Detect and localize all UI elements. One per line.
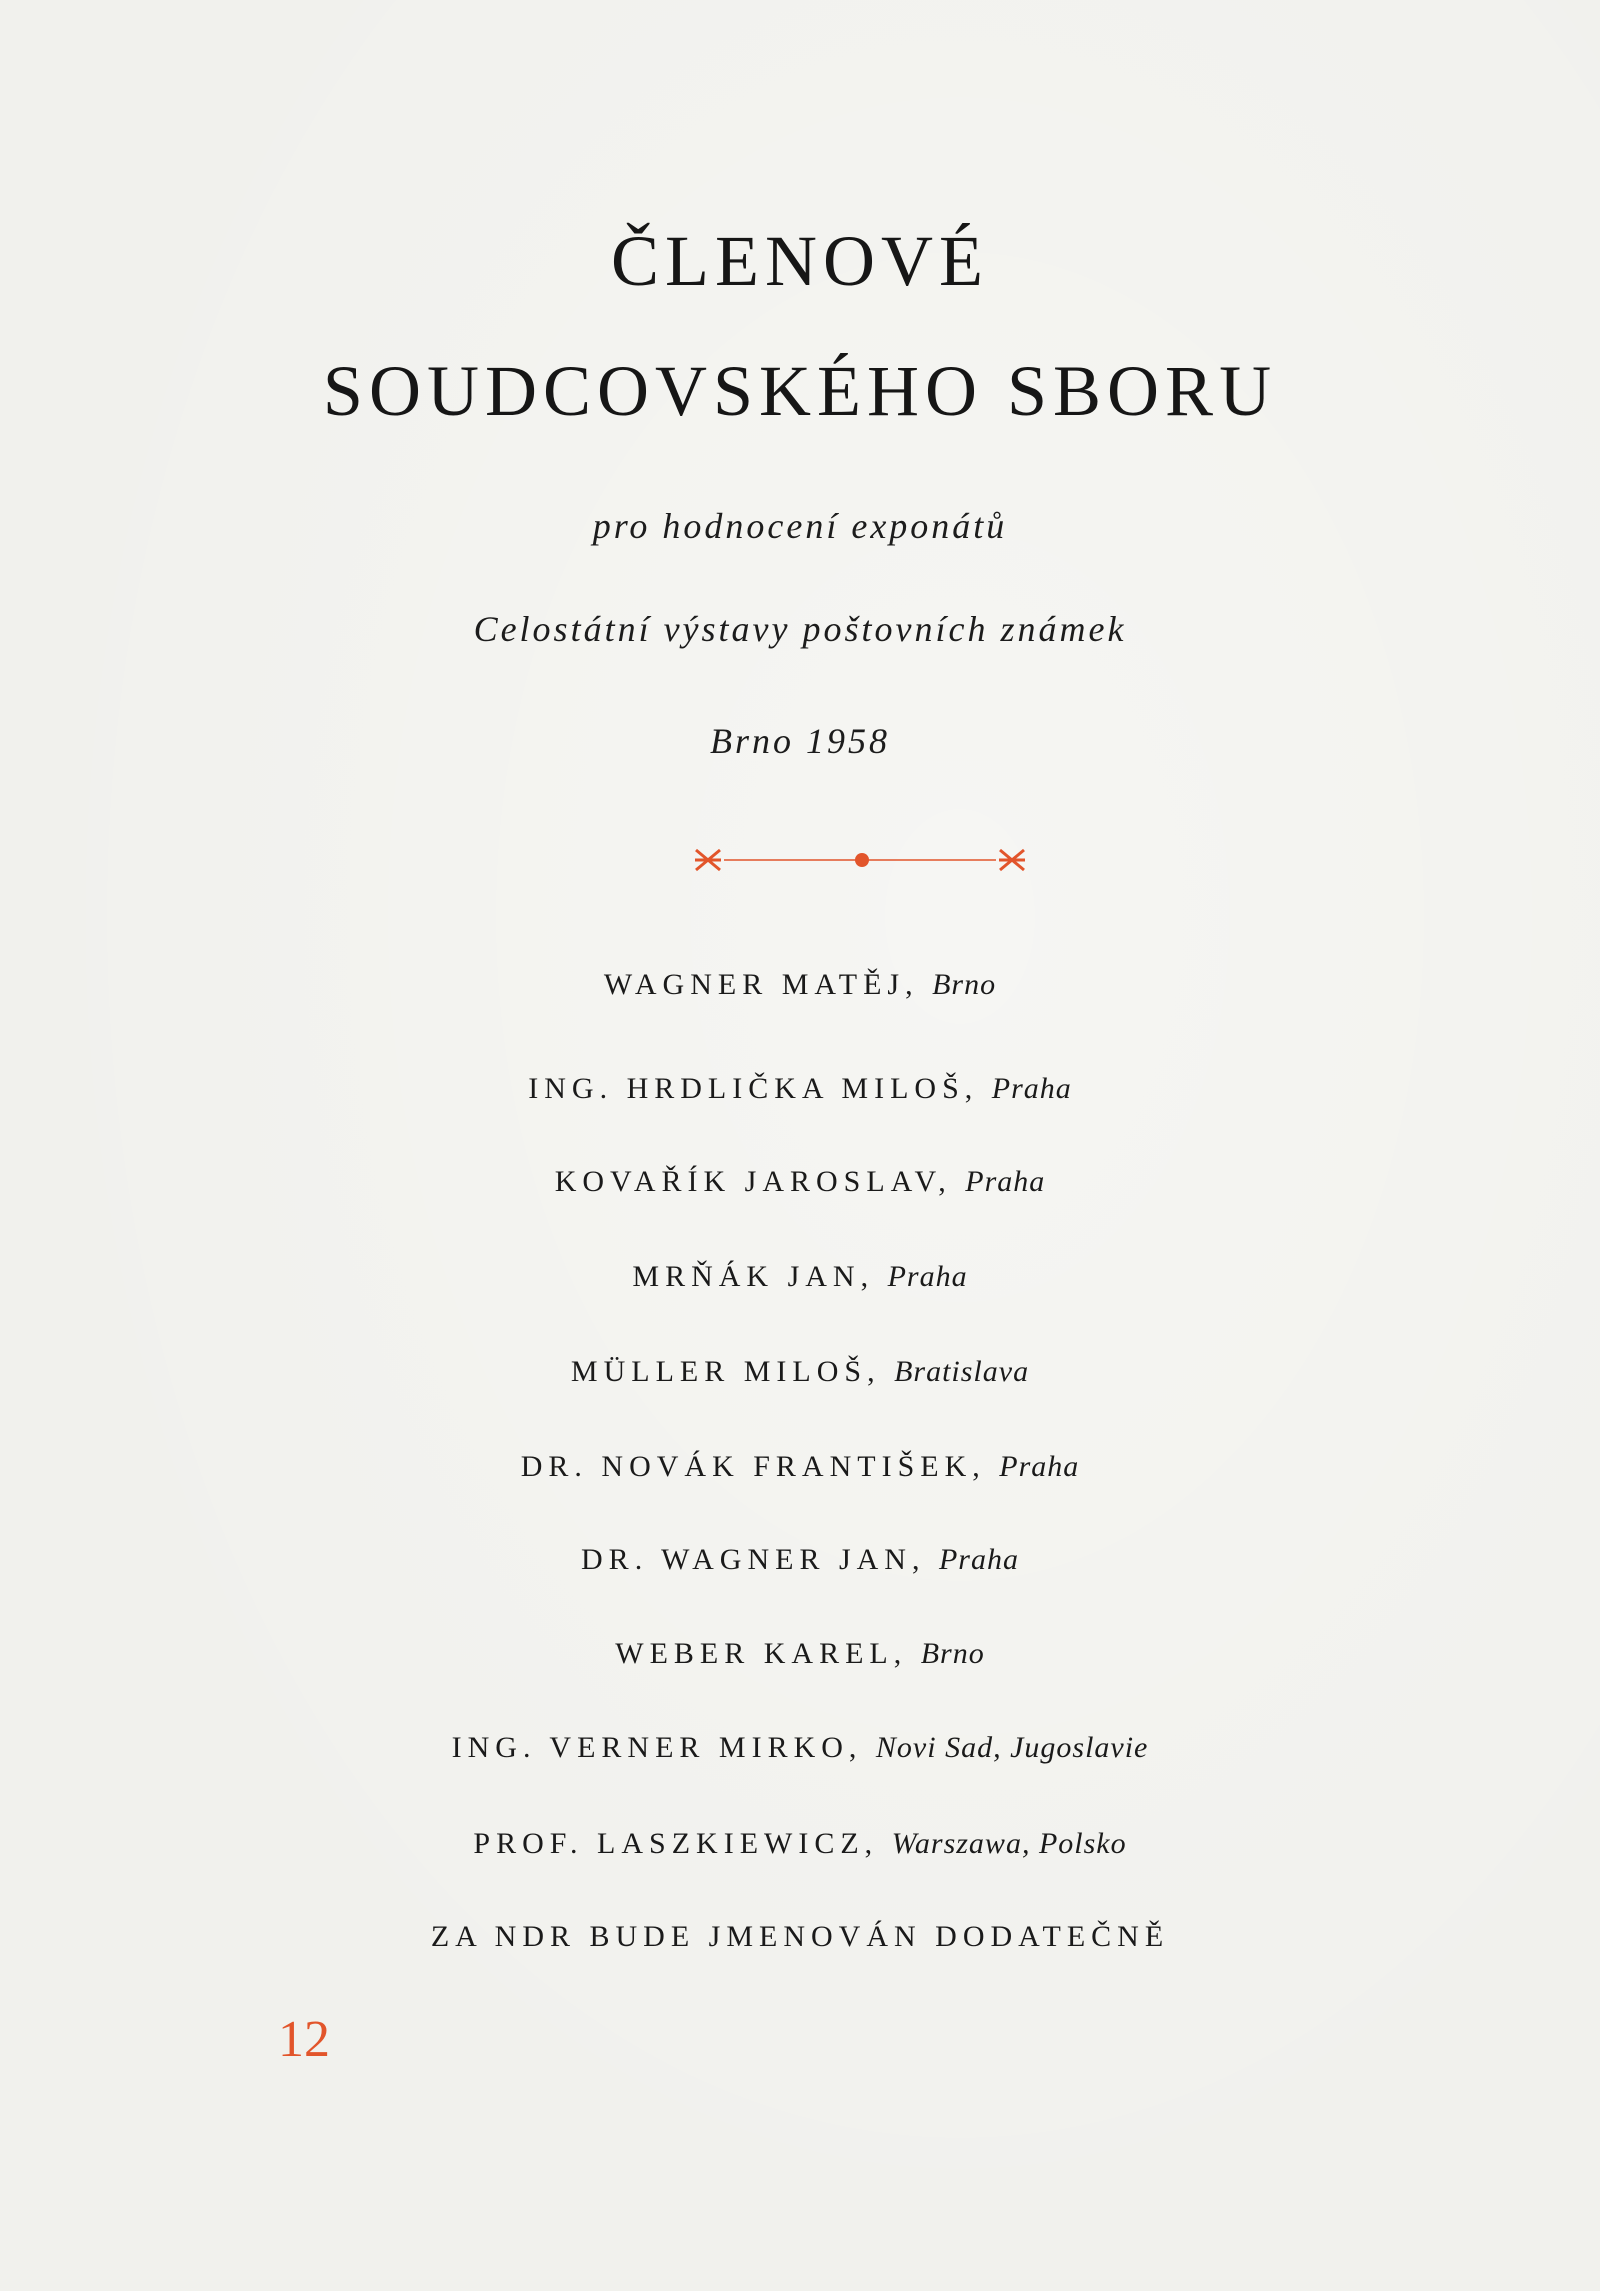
member-name: ZA NDR BUDE JMENOVÁN DODATEČNĚ [430, 1920, 1170, 1953]
member-name: KOVAŘÍK JAROSLAV, [554, 1165, 952, 1198]
member-place: Praha [965, 1165, 1046, 1198]
title-line-1: ČLENOVÉ [611, 221, 989, 301]
member-line [0, 1260, 1600, 1294]
member-place: Bratislava [894, 1355, 1030, 1388]
member-name: PROF. LASZKIEWICZ, [473, 1827, 879, 1860]
member-place: Praha [991, 1072, 1072, 1105]
member-line [0, 968, 1600, 1002]
member-place: Praha [938, 1543, 1019, 1576]
member-place: Brno [920, 1637, 985, 1670]
member-line [0, 1731, 1600, 1765]
member-place: Novi Sad, Jugoslavie [875, 1731, 1149, 1764]
member-line [0, 1355, 1600, 1389]
member-name: WEBER KAREL, [615, 1637, 908, 1670]
member-name: DR. WAGNER JAN, [581, 1543, 926, 1576]
subtitle-line-2: Celostátní výstavy poštovních známek [473, 609, 1127, 649]
member-name: WAGNER MATĚJ, [603, 968, 919, 1001]
member-line [0, 1450, 1600, 1484]
member-line-note [0, 1920, 1600, 1954]
ornament-divider [680, 840, 1040, 880]
member-name: MÜLLER MILOŠ, [570, 1355, 881, 1388]
member-place: Warszawa, Polsko [891, 1827, 1127, 1860]
member-line [0, 1165, 1600, 1199]
subtitle-line-3: Brno 1958 [710, 721, 890, 761]
ornament-right-star-icon [999, 850, 1025, 870]
member-place: Praha [887, 1260, 968, 1293]
member-name: ING. VERNER MIRKO, [451, 1731, 863, 1764]
member-line [0, 1637, 1600, 1671]
title-line-2: SOUDCOVSKÉHO SBORU [322, 351, 1278, 431]
page-number: 12 [278, 2011, 330, 2068]
member-name: ING. HRDLIČKA MILOŠ, [528, 1072, 979, 1105]
member-place: Praha [999, 1450, 1080, 1483]
subtitle-line-1: pro hodnocení exponátů [592, 506, 1008, 546]
member-place: Brno [932, 968, 997, 1001]
ornament-left-star-icon [695, 850, 721, 870]
member-name: MRŇÁK JAN, [632, 1260, 875, 1293]
member-line [0, 1543, 1600, 1577]
member-line [0, 1072, 1600, 1106]
member-name: DR. NOVÁK FRANTIŠEK, [520, 1450, 986, 1483]
ornament-center-dot-icon [855, 853, 869, 867]
member-line [0, 1827, 1600, 1861]
